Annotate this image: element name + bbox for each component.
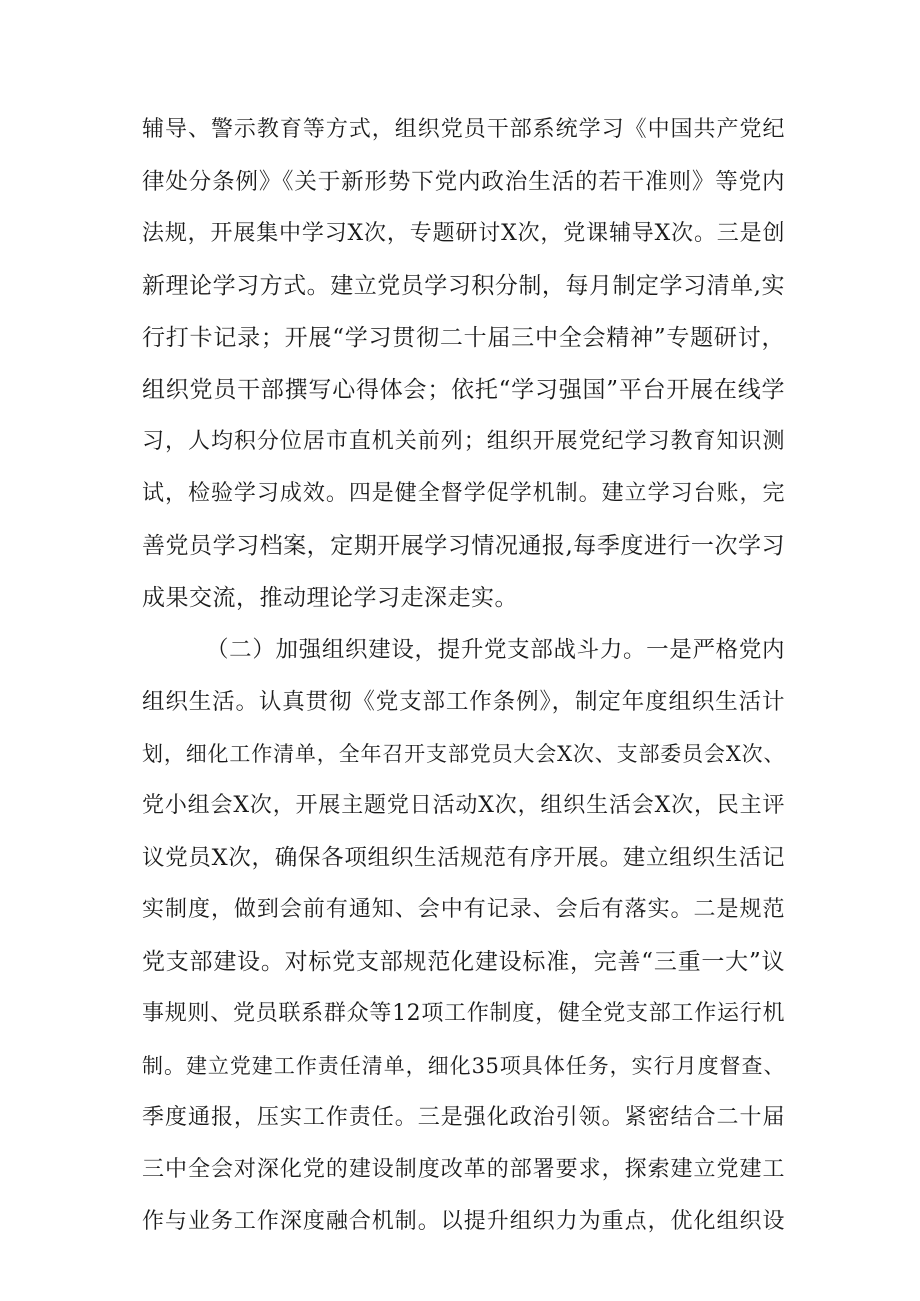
text-line: 行打卡记录；开展“学习贯彻二十届三中全会精神”专题研讨， [142,325,785,351]
text-line: 作与业务工作深度融合机制。以提升组织力为重点，优化组织设 [142,1209,785,1234]
text-line: 组织党员干部撰写心得体会；依托“学习强国”平台开展在线学 [142,377,785,403]
text-line: 实制度，做到会前有通知、会中有记录、会后有落实。二是规范 [142,897,785,922]
text-line: 习，人均积分位居市直机关前列；组织开展党纪学习教育知识测 [142,429,785,454]
text-line: 律处分条例》《关于新形势下党内政治生活的若干准则》等党内 [142,169,785,195]
text-line: 季度通报，压实工作责任。三是强化政治引领。紧密结合二十届 [142,1105,785,1130]
text-line: 新理论学习方式。建立党员学习积分制，每月制定学习清单,实 [142,273,785,299]
paragraph-end-line: 成果交流，推动理论学习走深走实。 [142,585,518,611]
text-line: 制。建立党建工作责任清单，细化35项具体任务，实行月度督查、 [142,1054,785,1078]
text-line: 试，检验学习成效。四是健全督学促学机制。建立学习台账，完 [142,481,785,506]
body-text [142,104,785,1248]
section-heading-line: （二）加强组织建设，提升党支部战斗力。一是严格党内 [206,637,785,663]
text-line: 议党员X次，确保各项组织生活规范有序开展。建立组织生活记 [142,845,785,871]
text-line: 辅导、警示教育等方式，组织党员干部系统学习《中国共产党纪 [142,117,785,142]
text-line: 事规则、党员联系群众等12项工作制度，健全党支部工作运行机 [142,1001,785,1026]
text-line: 善党员学习档案，定期开展学习情况通报,每季度进行一次学习 [142,533,785,559]
text-line: 组织生活。认真贯彻《党支部工作条例》，制定年度组织生活计 [142,689,785,715]
text-line: 划，细化工作清单，全年召开支部党员大会X次、支部委员会X次、 [142,742,785,766]
text-line: 法规，开展集中学习X次，专题研讨X次，党课辅导X次。三是创 [142,221,785,246]
text-line: 党小组会X次，开展主题党日活动X次，组织生活会X次，民主评 [142,793,785,818]
text-line: 三中全会对深化党的建设制度改革的部署要求，探索建立党建工 [142,1157,785,1182]
text-line: 党支部建设。对标党支部规范化建设标准，完善“三重一大”议 [142,949,785,975]
